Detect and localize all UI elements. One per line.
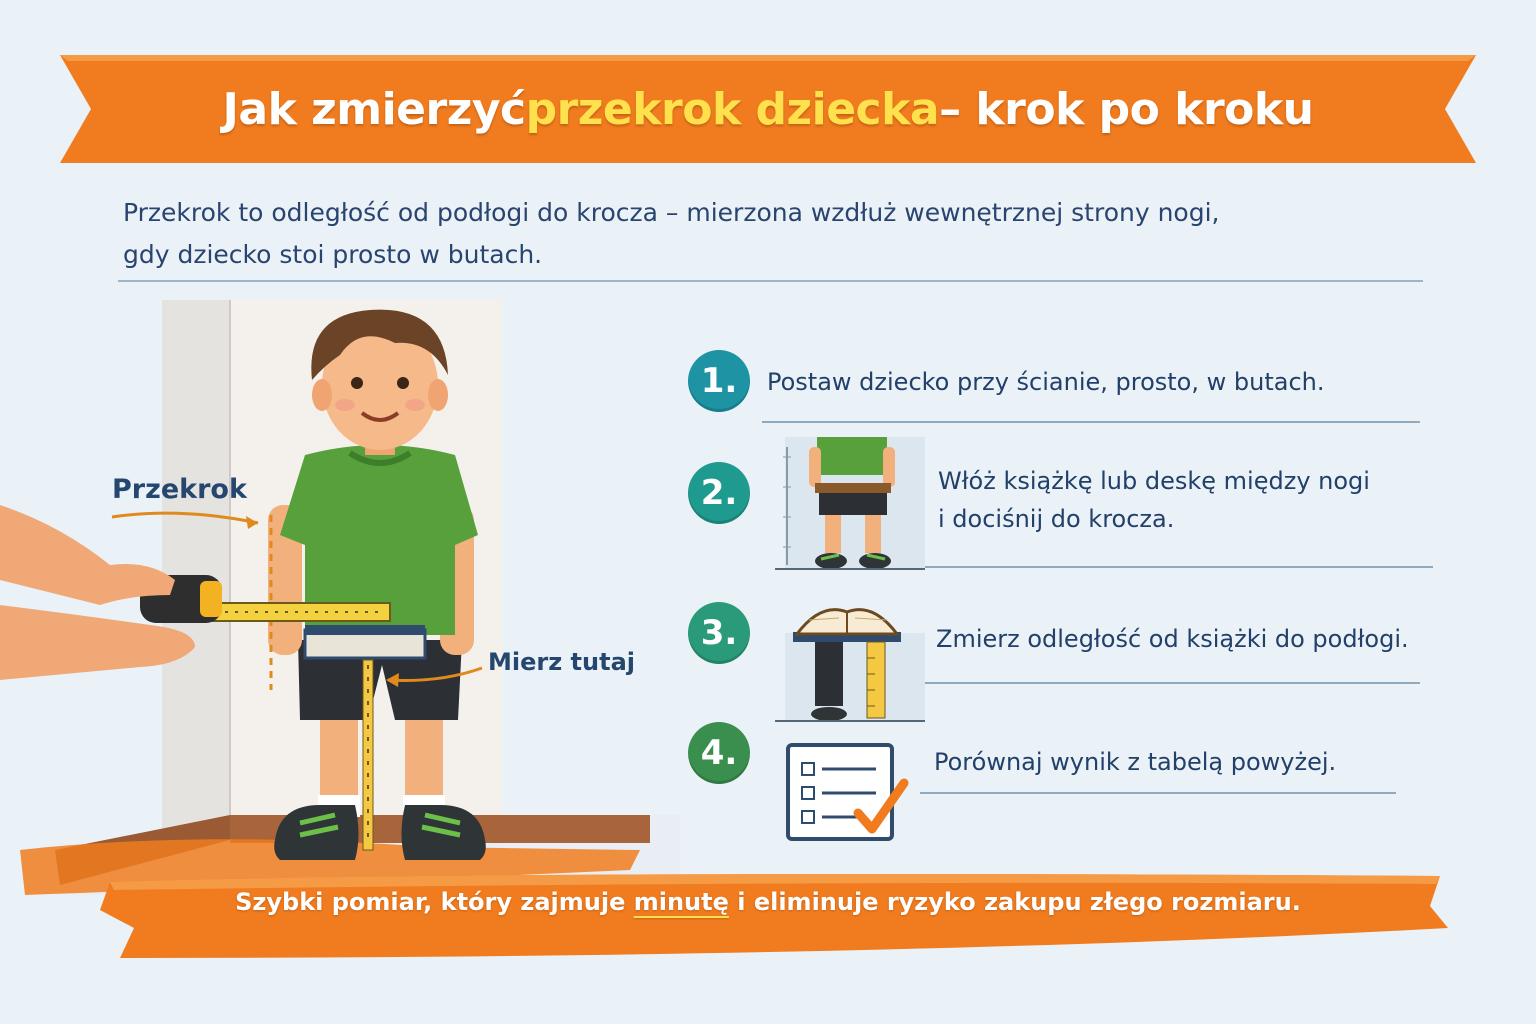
step-1-divider (762, 421, 1420, 423)
footer-part-2: i eliminuje ryzyko zakupu złego rozmiaru. (728, 888, 1301, 916)
intro-text (123, 192, 1323, 276)
step-3-divider (925, 682, 1420, 684)
step-4-divider (920, 792, 1396, 794)
measuring-illustration (0, 295, 680, 905)
title-part2: – krok po kroku (939, 83, 1314, 135)
step-3-line-1: Zmierz odległość od książki do podłogi. (936, 625, 1409, 653)
step-2-badge (688, 462, 750, 524)
checklist-icon (786, 743, 916, 843)
footer-part-1: Szybki pomiar, który zajmuje (235, 888, 634, 916)
step-1-line-1: Postaw dziecko przy ścianie, prosto, w butach. (767, 368, 1325, 396)
step-1-number: 1. (700, 361, 738, 401)
intro-line-2: gdy dziecko stoi prosto w butach. (123, 240, 543, 269)
step-2-text (938, 462, 1370, 538)
footer-text (0, 888, 1536, 916)
step-3-number: 3. (700, 613, 738, 653)
step-3-book-ruler-icon (775, 598, 925, 723)
label-przekrok: Przekrok (112, 474, 247, 505)
step-4-text (934, 743, 1336, 781)
intro-divider (118, 280, 1423, 282)
step-3-badge (688, 602, 750, 664)
step-4-line-1: Porównaj wynik z tabelą powyżej. (934, 748, 1337, 776)
step-1-badge (688, 350, 750, 412)
step-2-line-2: i dociśnij do krocza. (938, 505, 1175, 533)
step-2-divider (925, 566, 1433, 568)
step-4-badge (688, 722, 750, 784)
step-1-text (767, 363, 1324, 401)
footer-underlined: minutę (633, 888, 729, 916)
step-4-number: 4. (700, 733, 738, 773)
intro-line-1: Przekrok to odległość od podłogi do krocza – mierzona wzdłuż wewnętrznej strony nogi, (123, 198, 1220, 227)
step-2-line-1: Włóż książkę lub deskę między nogi (938, 467, 1370, 495)
step-3-text (936, 620, 1409, 658)
title-highlight: przekrok dziecka (525, 83, 940, 135)
step-2-number: 2. (700, 473, 738, 513)
title-part1: Jak zmierzyć (222, 83, 526, 135)
page-title (0, 55, 1536, 163)
step-2-legs-icon (775, 437, 925, 572)
label-mierz-tutaj: Mierz tutaj (488, 648, 635, 676)
